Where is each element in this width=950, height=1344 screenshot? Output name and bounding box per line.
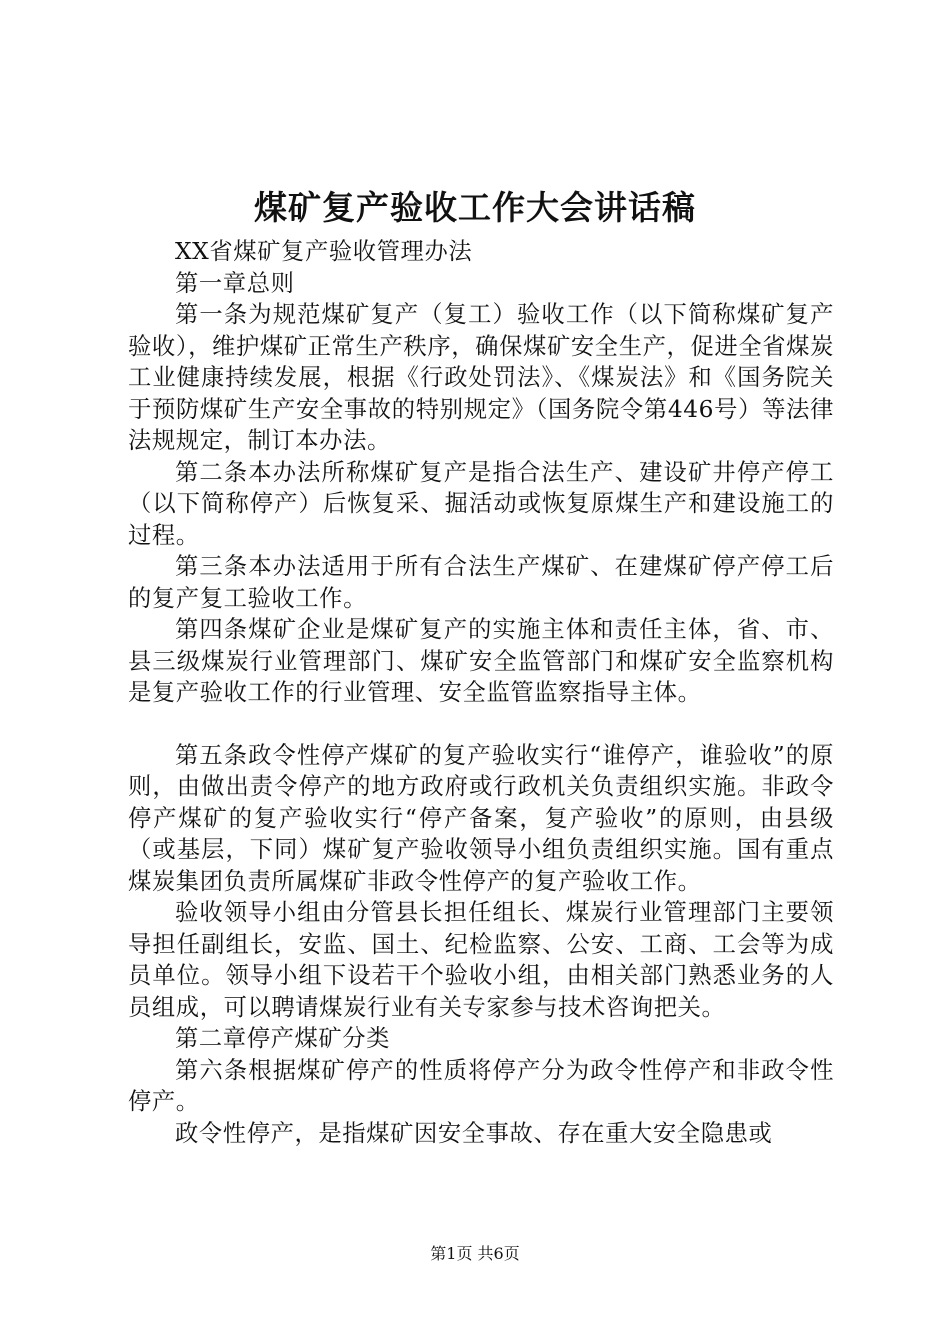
paragraph-article-6: 第六条根据煤矿停产的性质将停产分为政令性停产和非政令性停产。 (128, 1056, 834, 1115)
paragraph-chapter-2: 第二章停产煤矿分类 (175, 1025, 391, 1052)
paragraph-mandatory-stop: 政令性停产，是指煤矿因安全事故、存在重大安全隐患或 (175, 1119, 773, 1147)
paragraph-article-3: 第三条本办法适用于所有合法生产煤矿、在建煤矿停产停工后的复产复工验收工作。 (128, 553, 834, 612)
paragraph-article-4: 第四条煤矿企业是煤矿复产的实施主体和责任主体，省、市、县三级煤炭行业管理部门、煤矿安全监管部门和煤矿安全监察机构是复产验收工作的行业管理、安全监管监察指导主体。 (128, 616, 834, 706)
paragraph-leadership-group: 验收领导小组由分管县长担任组长、煤炭行业管理部门主要领导担任副组长，安监、国土、纪检监察、公安、工商、工会等为成员单位。领导小组下设若干个验收小组，由相关部门熟悉业务的人员组成，可以聘请煤炭行业有关专家参与技术咨询把关。 (128, 899, 834, 1021)
paragraph-article-1: 第一条为规范煤矿复产（复工）验收工作（以下简称煤矿复产验收），维护煤矿正常生产秩序，确保煤矿安全生产，促进全省煤炭工业健康持续发展，根据《行政处罚法》、《煤炭法》和《国务院关于预防煤矿生产安全事故的特别规定》（国务院令第446号）等法律法规规定，制订本办法。 (128, 301, 834, 454)
paragraph-article-2: 第二条本办法所称煤矿复产是指合法生产、建设矿井停产停工（以下简称停产）后恢复采、掘活动或恢复原煤生产和建设施工的过程。 (128, 458, 834, 549)
page-footer: 第1页 共6页 (430, 1244, 520, 1263)
paragraph-article-5: 第五条政令性停产煤矿的复产验收实行“谁停产，谁验收”的原则，由做出责令停产的地方政府或行政机关负责组织实施。非政令停产煤矿的复产验收实行“停产备案，复产验收”的原则，由县级（或基层，下同）煤矿复产验收领导小组负责组织实施。国有重点煤炭集团负责所属煤矿非政令性停产的复产验收工作。 (128, 741, 834, 895)
paragraph-chapter-1: 第一章总则 (175, 269, 295, 297)
document-title: 煤矿复产验收工作大会讲话稿 (254, 188, 696, 227)
paragraph-subtitle: XX省煤矿复产验收管理办法 (175, 238, 473, 265)
document-body (128, 236, 834, 1149)
